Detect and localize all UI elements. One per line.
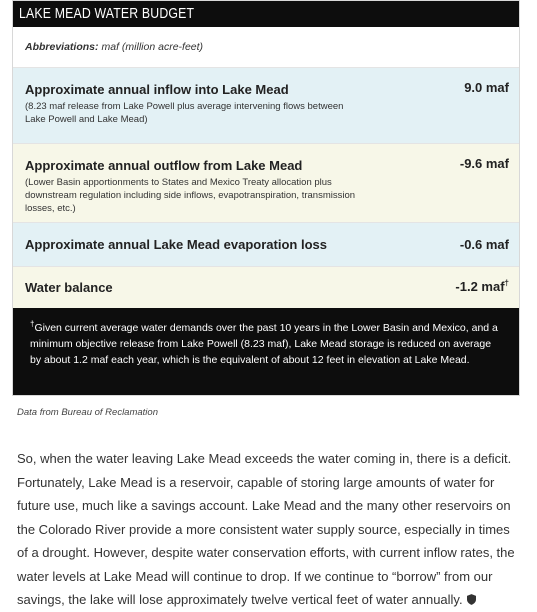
row-label: Water balance [25, 280, 113, 295]
table-footnote: †Given current average water demands over the past 10 years in the Lower Basin and Mexico, and a minimum objective release from Lake Powell (8.23 maf), Lake Mead storage is reduced on average by about 1.2 maf each year, which is the equivalent of about 12 feet in elevation at Lake Mead. [13, 308, 519, 395]
abbreviations-text: maf (million acre-feet) [101, 41, 204, 53]
abbreviations-row [13, 27, 519, 67]
footnote-marker: † [30, 319, 35, 329]
water-budget-table [12, 0, 520, 396]
row-description: (8.23 maf release from Lake Powell plus average intervening flows between Lake Powell and Lake Mead) [25, 101, 344, 125]
table-row-outflow [13, 143, 519, 222]
dagger-marker: † [504, 278, 509, 288]
table-title: LAKE MEAD WATER BUDGET [13, 1, 519, 27]
article-body [17, 447, 522, 612]
row-value: -0.6 maf [459, 237, 509, 252]
table-row-water-balance [13, 266, 519, 308]
row-label: Approximate annual outflow from Lake Mead [25, 158, 303, 173]
abbreviations-label: Abbreviations: [25, 41, 99, 53]
article-paragraph: So, when the water leaving Lake Mead exceeds the water coming in, there is a deficit. Fortunately, Lake Mead is a reservoir, capable of storing large amounts of water for future use, much like a savings account. Lake Mead and the many other reservoirs on the Colorado River provide a more consistent water supply source, especially in times of a drought. However, despite water conservation efforts, with current inflow rates, the water levels at Lake Mead will continue to drop. If we continue to “borrow” from our savings, the lake will lose approximately twelve vertical feet of water annually. [17, 451, 515, 607]
row-label: Approximate annual Lake Mead evaporation loss [25, 237, 327, 252]
row-value: 9.0 maf [464, 80, 509, 95]
row-value: -1.2 maf† [455, 278, 509, 294]
row-label: Approximate annual inflow into Lake Mead [25, 82, 289, 97]
table-row-inflow [13, 67, 519, 143]
table-row-evaporation [13, 222, 519, 266]
row-value: -9.6 maf [459, 156, 509, 171]
data-source-caption: Data from Bureau of Reclamation [17, 407, 158, 418]
row-description: (Lower Basin apportionments to States and Mexico Treaty allocation plus downstream regulation including side inflows, evapotranspiration, transmission losses, etc.) [25, 177, 356, 214]
